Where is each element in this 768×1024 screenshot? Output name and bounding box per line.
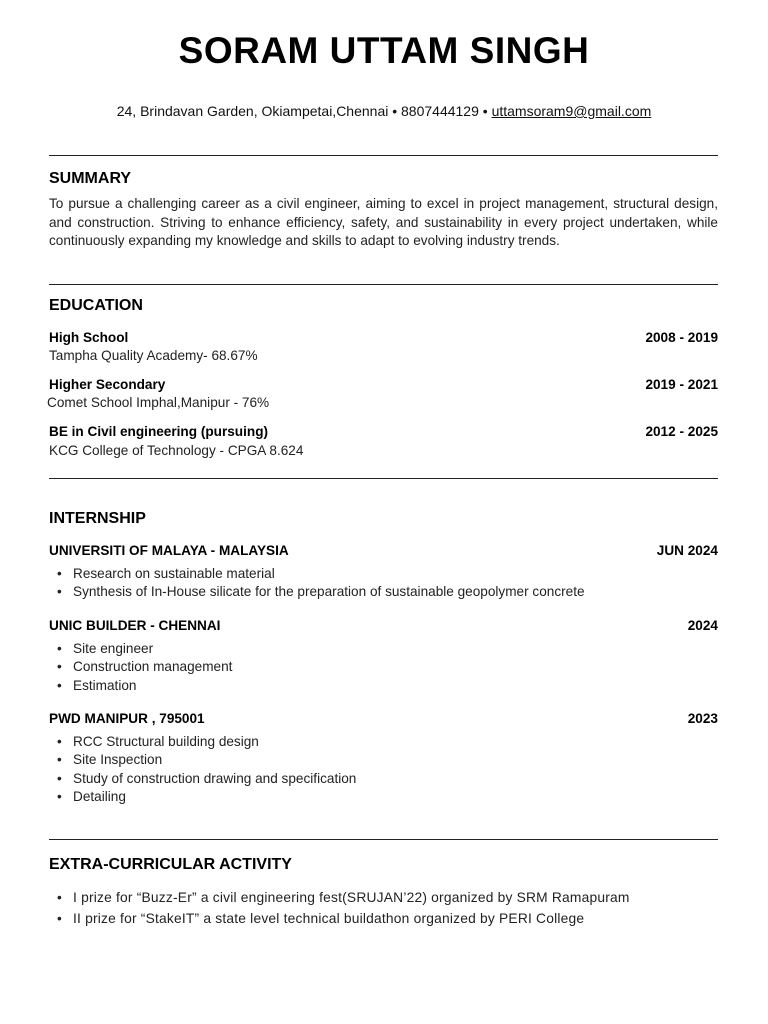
internship-points	[49, 733, 356, 806]
internship-heading: INTERNSHIP	[49, 510, 146, 527]
list-item: • Estimation	[73, 677, 232, 695]
divider	[49, 478, 718, 479]
list-item: • Construction management	[73, 658, 232, 676]
internship-date: 2024	[687, 618, 718, 633]
internship-points	[49, 565, 585, 602]
list-item: • II prize for “StakeIT” a state level technical buildathon organized by PERI College	[73, 908, 630, 929]
internship-org: PWD MANIPUR , 795001	[49, 711, 205, 726]
education-years: 2008 - 2019	[645, 330, 718, 345]
divider	[49, 839, 718, 840]
education-detail: Tampha Quality Academy- 68.67%	[49, 348, 258, 363]
education-title: BE in Civil engineering (pursuing)	[49, 424, 269, 439]
list-item: • Research on sustainable material	[73, 565, 585, 583]
divider	[49, 155, 718, 156]
internship-date: JUN 2024	[656, 543, 718, 558]
list-item: • RCC Structural building design	[73, 733, 356, 751]
contact-address-phone: 24, Brindavan Garden, Okiampetai,Chennai • 8807444129 •	[116, 103, 492, 119]
education-years: 2019 - 2021	[645, 377, 718, 392]
list-item: • Study of construction drawing and specification	[73, 770, 356, 788]
list-item: • Site Inspection	[73, 751, 356, 769]
summary-text: To pursue a challenging career as a civil engineer, aiming to excel in project management, structural design, and construction. Striving to enhance efficiency, safety, and sustainability in every project undertaken, while continuously expanding my knowledge and skills to adapt to evolving industry trends.	[49, 196, 718, 248]
education-heading: EDUCATION	[49, 297, 143, 314]
extra-heading: EXTRA-CURRICULAR ACTIVITY	[49, 856, 292, 873]
contact-line	[0, 103, 768, 119]
education-title: High School	[49, 330, 129, 345]
education-title: Higher Secondary	[49, 377, 166, 392]
education-years: 2012 - 2025	[645, 424, 718, 439]
list-item: • Detailing	[73, 788, 356, 806]
list-item: • I prize for “Buzz-Er” a civil engineering fest(SRUJAN’22) organized by SRM Ramapuram	[73, 887, 630, 908]
list-item: • Synthesis of In-House silicate for the preparation of sustainable geopolymer concrete	[73, 583, 585, 601]
candidate-name: SORAM UTTAM SINGH	[178, 30, 590, 71]
extra-activity-list	[49, 887, 630, 929]
internship-points	[49, 640, 232, 695]
divider	[49, 284, 718, 285]
summary-heading: SUMMARY	[49, 170, 132, 187]
internship-org: UNIC BUILDER - CHENNAI	[49, 618, 221, 633]
education-detail: Comet School Imphal,Manipur - 76%	[47, 395, 270, 410]
education-detail: KCG College of Technology - CPGA 8.624	[49, 443, 304, 458]
internship-org: UNIVERSITI OF MALAYA - MALAYSIA	[49, 543, 289, 558]
list-item: • Site engineer	[73, 640, 232, 658]
internship-date: 2023	[687, 711, 718, 726]
contact-email[interactable]: uttamsoram9@gmail.com	[491, 103, 652, 119]
